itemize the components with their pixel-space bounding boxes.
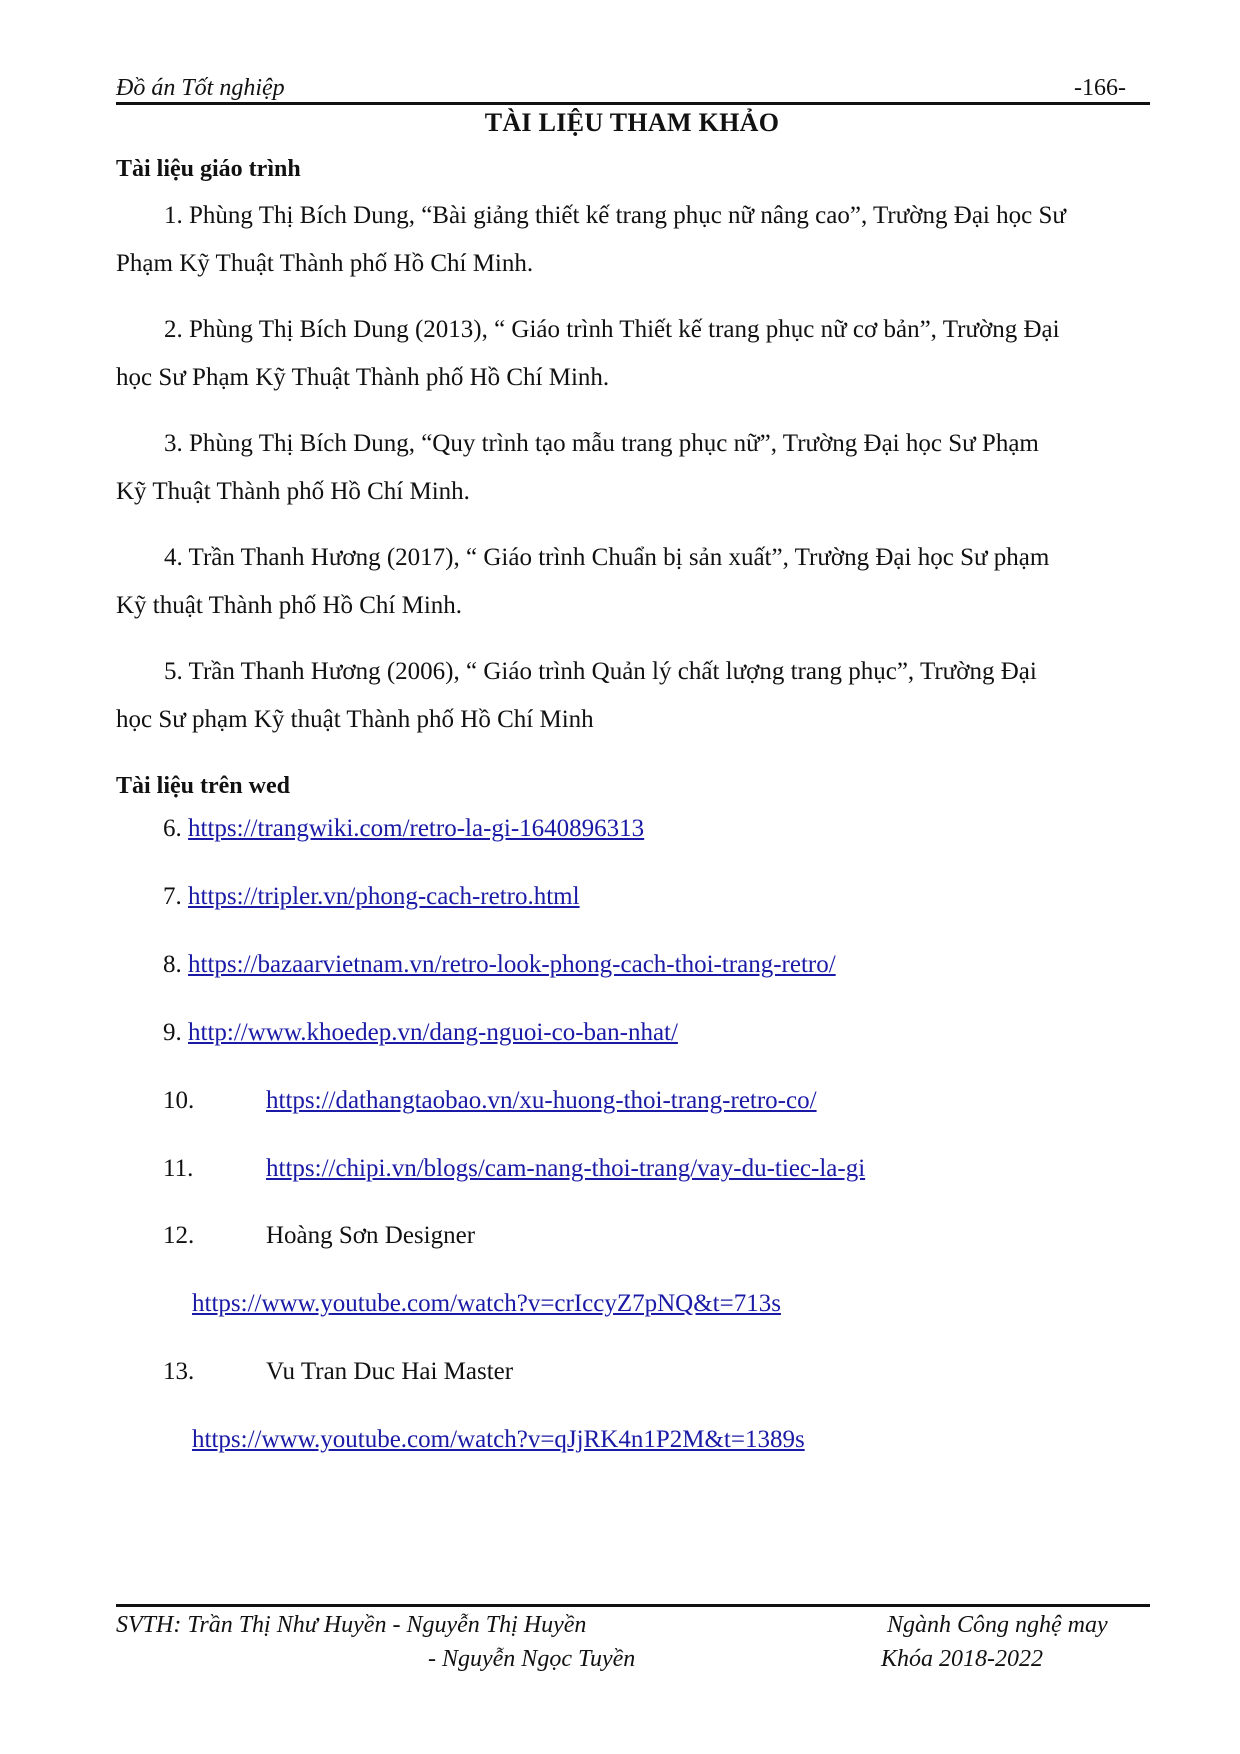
reference-line: Phạm Kỹ Thuật Thành phố Hồ Chí Minh. [116,250,534,277]
header-page-number: -166- [1074,75,1126,101]
ref-link[interactable]: https://bazaarvietnam.vn/retro-look-phong-cach-thoi-trang-retro/ [188,951,836,978]
ref-link[interactable]: https://tripler.vn/phong-cach-retro.html [188,883,580,910]
ref-number: 8. [163,951,182,978]
ref-link[interactable]: https://trangwiki.com/retro-la-gi-1640896313 [188,815,645,842]
web-ref-13-link[interactable]: https://www.youtube.com/watch?v=qJjRK4n1P2M&t=1389s [192,1426,805,1453]
web-ref-6 [163,815,644,843]
reference-line: 1. Phùng Thị Bích Dung, “Bài giảng thiết kế trang phục nữ nâng cao”, Trường Đại học Sư [164,202,1066,229]
reference-item-3 [116,420,1152,516]
page-title: TÀI LIỆU THAM KHẢO [484,108,780,137]
reference-line: Kỹ thuật Thành phố Hồ Chí Minh. [116,592,463,619]
footer-rule [116,1604,1150,1607]
web-ref-9 [163,1019,678,1047]
reference-item-1 [116,192,1152,288]
ref-link[interactable]: http://www.khoedep.vn/dang-nguoi-co-ban-nhat/ [188,1019,678,1046]
footer-students-line1: SVTH: Trần Thị Như Huyền - Nguyễn Thị Huyền [116,1612,587,1638]
web-ref-12-name: Hoàng Sơn Designer [266,1222,476,1249]
section-heading-textbooks: Tài liệu giáo trình [116,156,301,182]
reference-item-2 [116,306,1152,402]
header-doc-type: Đồ án Tốt nghiệp [116,75,285,101]
header-rule [116,102,1150,105]
web-ref-13-name: Vu Tran Duc Hai Master [266,1358,514,1385]
footer-course: Khóa 2018-2022 [881,1646,1043,1672]
ref-number: 7. [163,883,182,910]
reference-line: 4. Trần Thanh Hương (2017), “ Giáo trình Chuẩn bị sản xuất”, Trường Đại học Sư phạm [164,544,1050,571]
footer-students-line2: - Nguyễn Ngọc Tuyền [428,1646,636,1672]
reference-line: 3. Phùng Thị Bích Dung, “Quy trình tạo mẫu trang phục nữ”, Trường Đại học Sư Phạm [164,430,1039,457]
section-heading-web: Tài liệu trên wed [116,773,290,799]
reference-item-4 [116,534,1152,630]
web-ref-10-link[interactable]: https://dathangtaobao.vn/xu-huong-thoi-trang-retro-co/ [266,1087,817,1114]
ref-number: 6. [163,815,182,842]
ref-number-12: 12. [163,1222,195,1249]
footer-major: Ngành Công nghệ may [887,1612,1108,1638]
ref-number: 9. [163,1019,182,1046]
web-ref-11-link[interactable]: https://chipi.vn/blogs/cam-nang-thoi-trang/vay-du-tiec-la-gi [266,1155,866,1182]
web-ref-8 [163,951,836,979]
reference-line: học Sư phạm Kỹ thuật Thành phố Hồ Chí Minh [116,706,594,733]
reference-line: 5. Trần Thanh Hương (2006), “ Giáo trình Quản lý chất lượng trang phục”, Trường Đại [164,658,1037,685]
reference-line: 2. Phùng Thị Bích Dung (2013), “ Giáo trình Thiết kế trang phục nữ cơ bản”, Trường Đại [164,316,1060,343]
ref-number-13: 13. [163,1358,195,1385]
reference-item-5 [116,648,1152,744]
reference-line: học Sư Phạm Kỹ Thuật Thành phố Hồ Chí Minh. [116,364,610,391]
web-ref-7 [163,883,580,911]
ref-number-11: 11. [163,1155,194,1182]
reference-line: Kỹ Thuật Thành phố Hồ Chí Minh. [116,478,470,505]
web-ref-12-link[interactable]: https://www.youtube.com/watch?v=crIccyZ7pNQ&t=713s [192,1290,781,1317]
ref-number-10: 10. [163,1087,195,1114]
